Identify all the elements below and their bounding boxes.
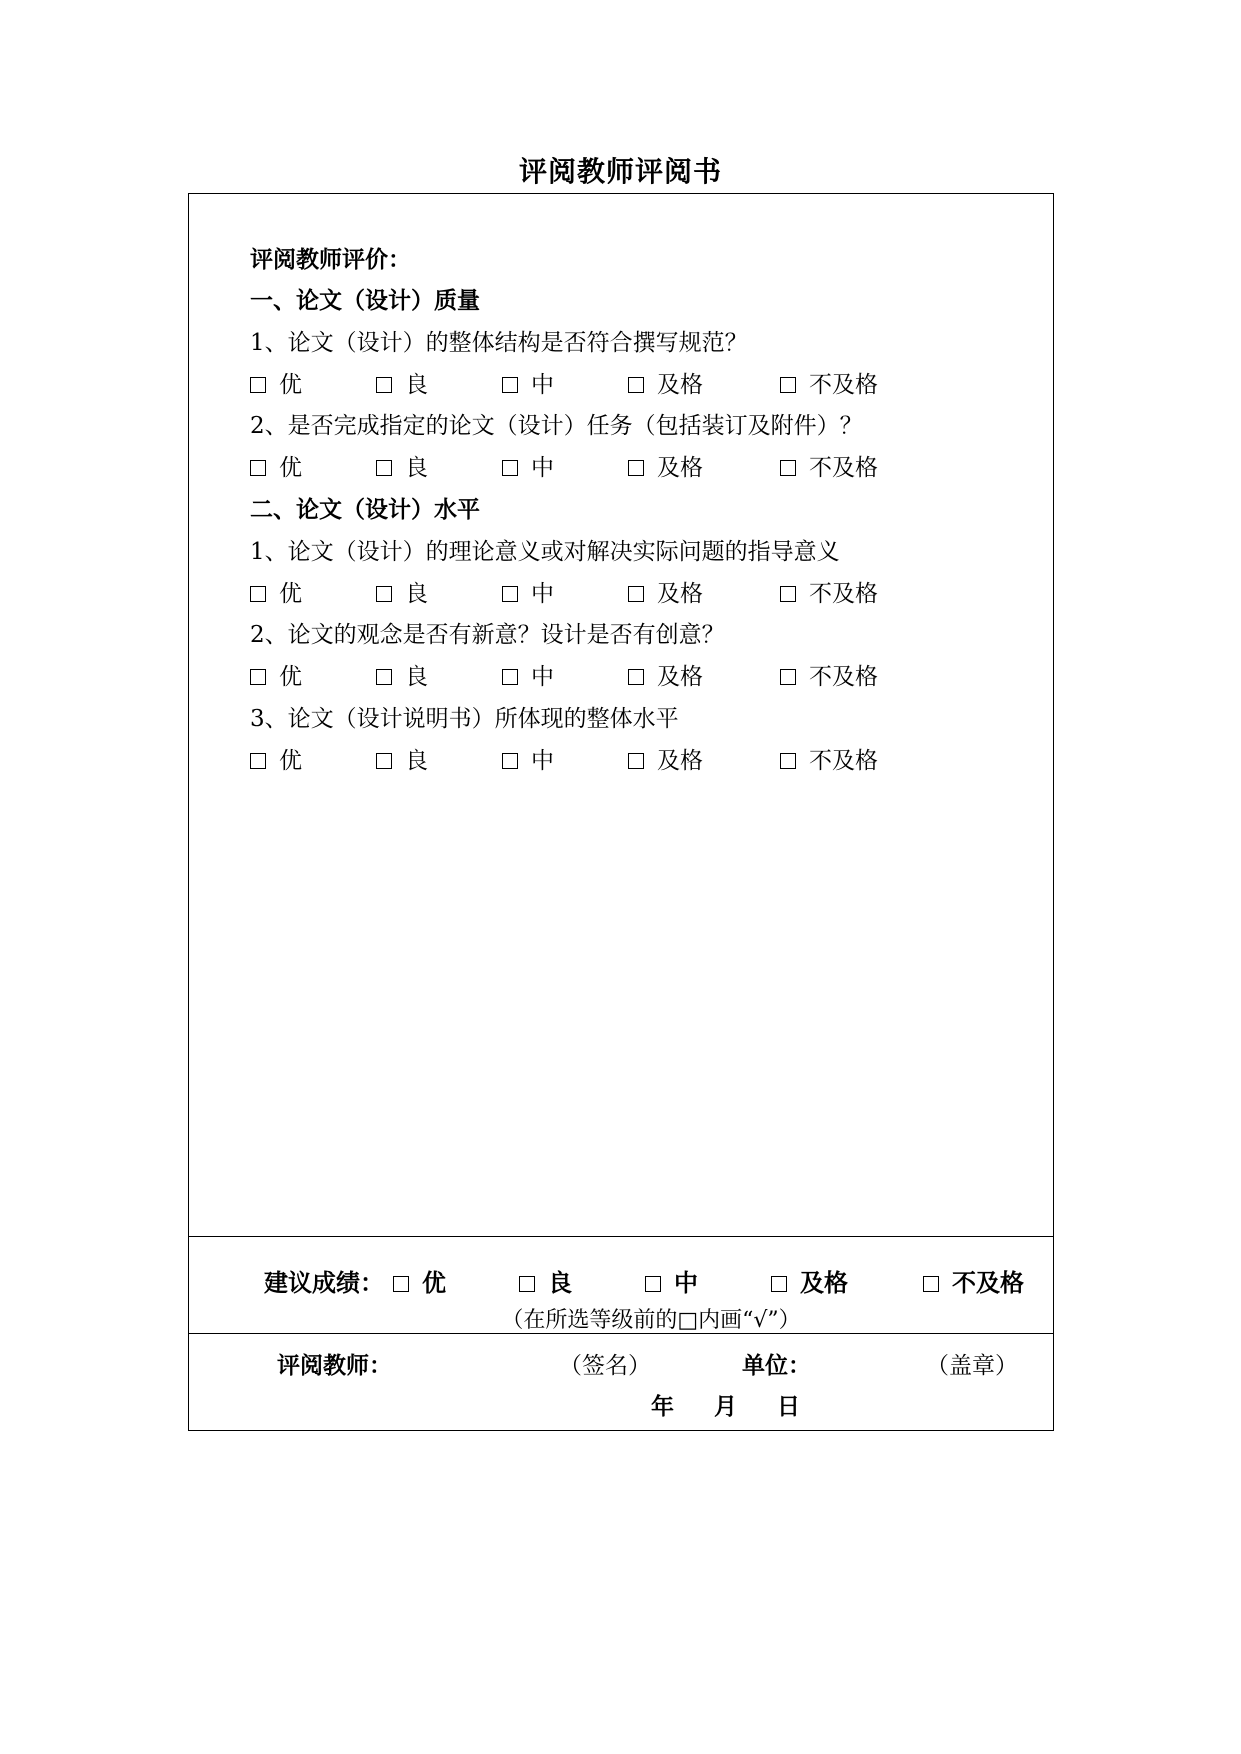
checkbox[interactable] [250, 669, 266, 685]
option-label: 优 [279, 748, 302, 774]
suggested-grade-label: 建议成绩： [264, 1268, 384, 1297]
checkbox[interactable] [645, 1276, 661, 1292]
option-fail[interactable] [780, 578, 878, 610]
date-year-label: 年 [651, 1393, 674, 1420]
option-medium[interactable] [502, 452, 554, 484]
checkbox[interactable] [250, 460, 266, 476]
option-excellent[interactable] [250, 369, 302, 401]
checkbox[interactable] [502, 460, 518, 476]
checkbox[interactable] [502, 586, 518, 602]
option-label: 及格 [657, 748, 703, 774]
option-label: 优 [279, 372, 302, 398]
options-overall-level [250, 745, 950, 777]
grade-option-good[interactable] [519, 1266, 572, 1300]
option-label: 中 [531, 455, 554, 481]
option-pass[interactable] [628, 578, 703, 610]
question-task-completion: 2、是否完成指定的论文（设计）任务（包括装订及附件）？ [250, 413, 863, 439]
option-pass[interactable] [628, 745, 703, 777]
checkbox[interactable] [771, 1276, 787, 1292]
option-good[interactable] [376, 661, 428, 693]
checkbox[interactable] [376, 669, 392, 685]
checkbox[interactable] [628, 669, 644, 685]
question-structure: 1、论文（设计）的整体结构是否符合撰写规范？ [250, 330, 748, 356]
option-fail[interactable] [780, 452, 878, 484]
suggested-grade-section [189, 1237, 1053, 1334]
option-excellent[interactable] [250, 661, 302, 693]
option-label: 优 [279, 581, 302, 607]
checkbox[interactable] [780, 377, 796, 393]
option-label: 不及格 [809, 664, 878, 690]
checkbox[interactable] [376, 460, 392, 476]
checkbox[interactable] [519, 1276, 535, 1292]
checkbox[interactable] [393, 1276, 409, 1292]
option-label: 不及格 [809, 455, 878, 481]
checkbox[interactable] [923, 1276, 939, 1292]
option-medium[interactable] [502, 369, 554, 401]
checkbox[interactable] [628, 753, 644, 769]
option-label: 中 [531, 664, 554, 690]
option-medium[interactable] [502, 661, 554, 693]
grade-option-excellent[interactable] [393, 1266, 446, 1300]
signature-section [189, 1334, 1053, 1432]
checkbox[interactable] [780, 460, 796, 476]
section-level-title: 二、论文（设计）水平 [250, 496, 480, 523]
option-label: 优 [422, 1268, 446, 1297]
option-pass[interactable] [628, 369, 703, 401]
option-label: 不及格 [952, 1268, 1024, 1297]
unit-label: 单位： [742, 1352, 811, 1379]
option-pass[interactable] [628, 452, 703, 484]
option-label: 良 [405, 581, 428, 607]
checkbox[interactable] [628, 377, 644, 393]
checkbox[interactable] [250, 377, 266, 393]
checkbox[interactable] [376, 586, 392, 602]
option-label: 优 [279, 455, 302, 481]
checkbox[interactable] [376, 753, 392, 769]
grade-instruction-note: （在所选等级前的□内画“√”） [501, 1308, 801, 1333]
option-good[interactable] [376, 578, 428, 610]
grade-option-pass[interactable] [771, 1266, 848, 1300]
section-quality-title: 一、论文（设计）质量 [250, 287, 480, 314]
option-label: 及格 [657, 581, 703, 607]
evaluation-section [189, 194, 1053, 1237]
option-excellent[interactable] [250, 452, 302, 484]
option-label: 及格 [657, 455, 703, 481]
option-excellent[interactable] [250, 745, 302, 777]
seal-hint: （盖章） [926, 1353, 1018, 1379]
option-medium[interactable] [502, 578, 554, 610]
checkbox[interactable] [502, 377, 518, 393]
option-good[interactable] [376, 369, 428, 401]
option-label: 良 [405, 664, 428, 690]
signature-hint: （签名） [559, 1353, 651, 1379]
option-label: 及格 [657, 664, 703, 690]
checkbox[interactable] [628, 586, 644, 602]
suggested-grade-row [264, 1266, 1044, 1300]
option-pass[interactable] [628, 661, 703, 693]
option-label: 不及格 [809, 372, 878, 398]
option-label: 良 [405, 372, 428, 398]
checkbox[interactable] [376, 377, 392, 393]
option-fail[interactable] [780, 745, 878, 777]
option-label: 及格 [800, 1268, 848, 1297]
review-form [188, 193, 1054, 1431]
question-novelty: 2、论文的观念是否有新意？设计是否有创意？ [250, 622, 725, 648]
checkbox[interactable] [250, 586, 266, 602]
checkbox[interactable] [502, 753, 518, 769]
option-label: 优 [279, 664, 302, 690]
grade-option-medium[interactable] [645, 1266, 698, 1300]
checkbox[interactable] [250, 753, 266, 769]
options-significance [250, 578, 950, 610]
checkbox[interactable] [780, 669, 796, 685]
option-fail[interactable] [780, 369, 878, 401]
option-label: 不及格 [809, 748, 878, 774]
teacher-label: 评阅教师： [277, 1352, 392, 1379]
grade-option-fail[interactable] [923, 1266, 1024, 1300]
checkbox[interactable] [628, 460, 644, 476]
option-label: 良 [405, 748, 428, 774]
date-month-label: 月 [714, 1393, 737, 1420]
option-label: 中 [531, 581, 554, 607]
checkbox[interactable] [780, 753, 796, 769]
option-excellent[interactable] [250, 578, 302, 610]
checkbox[interactable] [780, 586, 796, 602]
options-task-completion [250, 452, 950, 484]
options-novelty [250, 661, 950, 693]
option-label: 不及格 [809, 581, 878, 607]
question-significance: 1、论文（设计）的理论意义或对解决实际问题的指导意义 [250, 539, 840, 565]
date-day-label: 日 [777, 1393, 800, 1420]
checkbox[interactable] [502, 669, 518, 685]
option-label: 中 [531, 748, 554, 774]
option-good[interactable] [376, 452, 428, 484]
option-label: 良 [548, 1268, 572, 1297]
option-medium[interactable] [502, 745, 554, 777]
option-label: 中 [674, 1268, 698, 1297]
options-structure [250, 369, 950, 401]
option-label: 中 [531, 372, 554, 398]
page-title: 评阅教师评阅书 [518, 155, 722, 188]
option-fail[interactable] [780, 661, 878, 693]
option-good[interactable] [376, 745, 428, 777]
option-label: 良 [405, 455, 428, 481]
option-label: 及格 [657, 372, 703, 398]
evaluation-heading: 评阅教师评价： [250, 246, 411, 273]
question-overall-level: 3、论文（设计说明书）所体现的整体水平 [250, 706, 679, 732]
